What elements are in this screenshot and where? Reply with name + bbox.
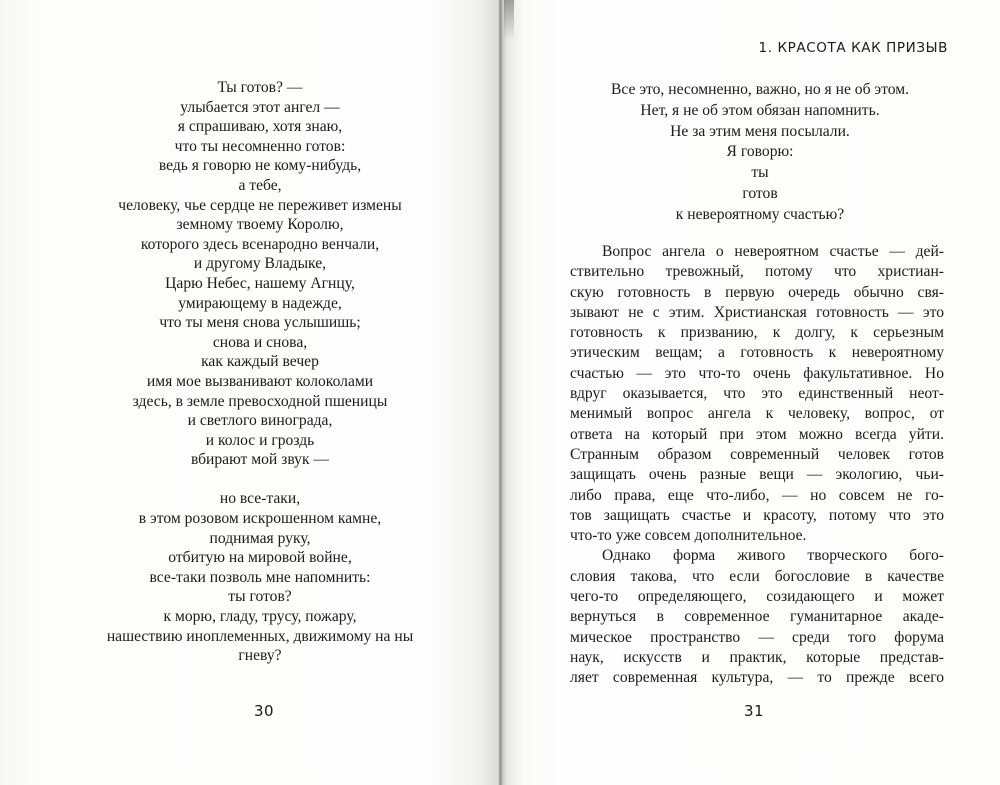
verse-line: и другому Владыке, (193, 255, 327, 273)
right-verse (560, 80, 960, 226)
page-number-left: 30 (254, 702, 275, 720)
verse-line: но все-таки, (219, 490, 301, 508)
prose-line: этическим вещам; а готовность к невероятному (570, 344, 944, 362)
verse-line: снова и снова, (212, 333, 308, 351)
prose-line: готовность к призванию, к долгу, к серьезным (570, 324, 944, 342)
verse-line: здесь, в земле превосходной пшеницы (132, 392, 388, 410)
verse-line: гневу? (238, 647, 282, 665)
prose-line: вдруг оказывается, что это единственный неот- (570, 385, 944, 403)
verse-line: Я говорю: (726, 143, 794, 161)
book-gutter (498, 0, 503, 785)
prose-line: либо права, еще что-либо, — но совсем не го- (570, 486, 944, 504)
prose-line: ляет современная культура, — то прежде всего (570, 669, 944, 687)
verse-line: отбитую на мировой войне, (168, 549, 352, 567)
prose-line: зывают не с этим. Христианская готовность — это (570, 303, 944, 321)
verse-line: Не за этим меня посылали. (670, 122, 850, 140)
left-verse (60, 78, 460, 666)
verse-line: к морю, гладу, трусу, пожару, (163, 608, 357, 626)
running-head: 1. КРАСОТА КАК ПРИЗЫВ (758, 40, 948, 56)
stanza-break (60, 470, 460, 490)
verse-line: к невероятному счастью? (675, 205, 845, 223)
prose-line: менимый вопрос ангела к человеку, вопрос, от (570, 405, 944, 423)
verse-line: имя мое вызванивают колоколами (146, 372, 374, 390)
prose-line: Однако форма живого творческого бого- (602, 547, 944, 565)
verse-line: Все это, несомненно, важно, но я не об этом. (611, 81, 909, 98)
prose-line: Вопрос ангела о невероятном счастье — дей- (602, 243, 944, 260)
right-prose (570, 242, 944, 689)
prose-line: ствительно тревожный, потому что христиан- (570, 263, 944, 281)
prose-line: скую готовность в первую очередь обычно свя- (570, 283, 944, 301)
verse-line: человеку, чье сердце не переживет измены (118, 196, 402, 214)
verse-line: умирающему в надежде, (178, 294, 342, 312)
verse-line: что ты меня снова услышишь; (159, 314, 361, 332)
verse-line: готов (742, 184, 778, 202)
verse-line: ты (751, 164, 769, 182)
verse-line: Ты готов? — (217, 79, 303, 96)
prose-line: словия такова, что если богословие в качестве (570, 567, 944, 585)
prose-line: чего-то определяющего, созидающего и может (570, 588, 944, 606)
verse-line: ты готов? (228, 588, 292, 606)
verse-line: которого здесь всенародно венчали, (140, 235, 380, 253)
verse-line: как каждый вечер (201, 353, 319, 371)
verse-line: ведь я говорю не кому-нибудь, (158, 157, 362, 175)
gutter-shadow (504, 0, 514, 40)
prose-line: защищать очень разные вещи — экологию, чьи- (570, 466, 944, 484)
verse-line: я спрашиваю, хотя знаю, (177, 118, 343, 136)
verse-line: и колос и гроздь (205, 431, 315, 449)
verse-line: все-таки позволь мне напомнить: (149, 568, 371, 586)
prose-line: наук, искусств и практик, которые представ- (570, 648, 944, 666)
verse-line: вбирают мой звук — (190, 451, 330, 469)
verse-line: что ты несомненно готов: (174, 137, 346, 155)
verse-line: улыбается этот ангел — (180, 98, 340, 116)
right-page (500, 0, 1000, 785)
prose-line: что-то уже совсем дополнительное. (570, 527, 807, 545)
verse-line: и светлого винограда, (187, 412, 333, 430)
prose-line: счастью — это что-то очень факультативное. Но (570, 364, 944, 382)
prose-line: тов защищать счастье и красоту, потому что это (570, 506, 944, 524)
verse-line: в этом розовом искрошенном камне, (138, 510, 382, 528)
prose-line: мическое пространство — среди того форума (570, 628, 944, 646)
verse-line: а тебе, (238, 176, 282, 194)
prose-line: ответа на который при этом можно всегда уйти. (570, 425, 944, 443)
page-number-right: 31 (744, 702, 765, 720)
verse-line: земному твоему Королю, (176, 216, 344, 234)
verse-line: нашествию иноплеменных, движимому на ны (106, 627, 414, 645)
prose-line: вернуться в современное гуманитарное акаде- (570, 608, 944, 626)
verse-line: Царю Небес, нашему Агнцу, (165, 274, 355, 292)
verse-line: Нет, я не об этом обязан напомнить. (640, 101, 880, 119)
verse-line: поднимая руку, (209, 529, 311, 547)
prose-line: Странным образом современный человек готов (570, 445, 944, 463)
